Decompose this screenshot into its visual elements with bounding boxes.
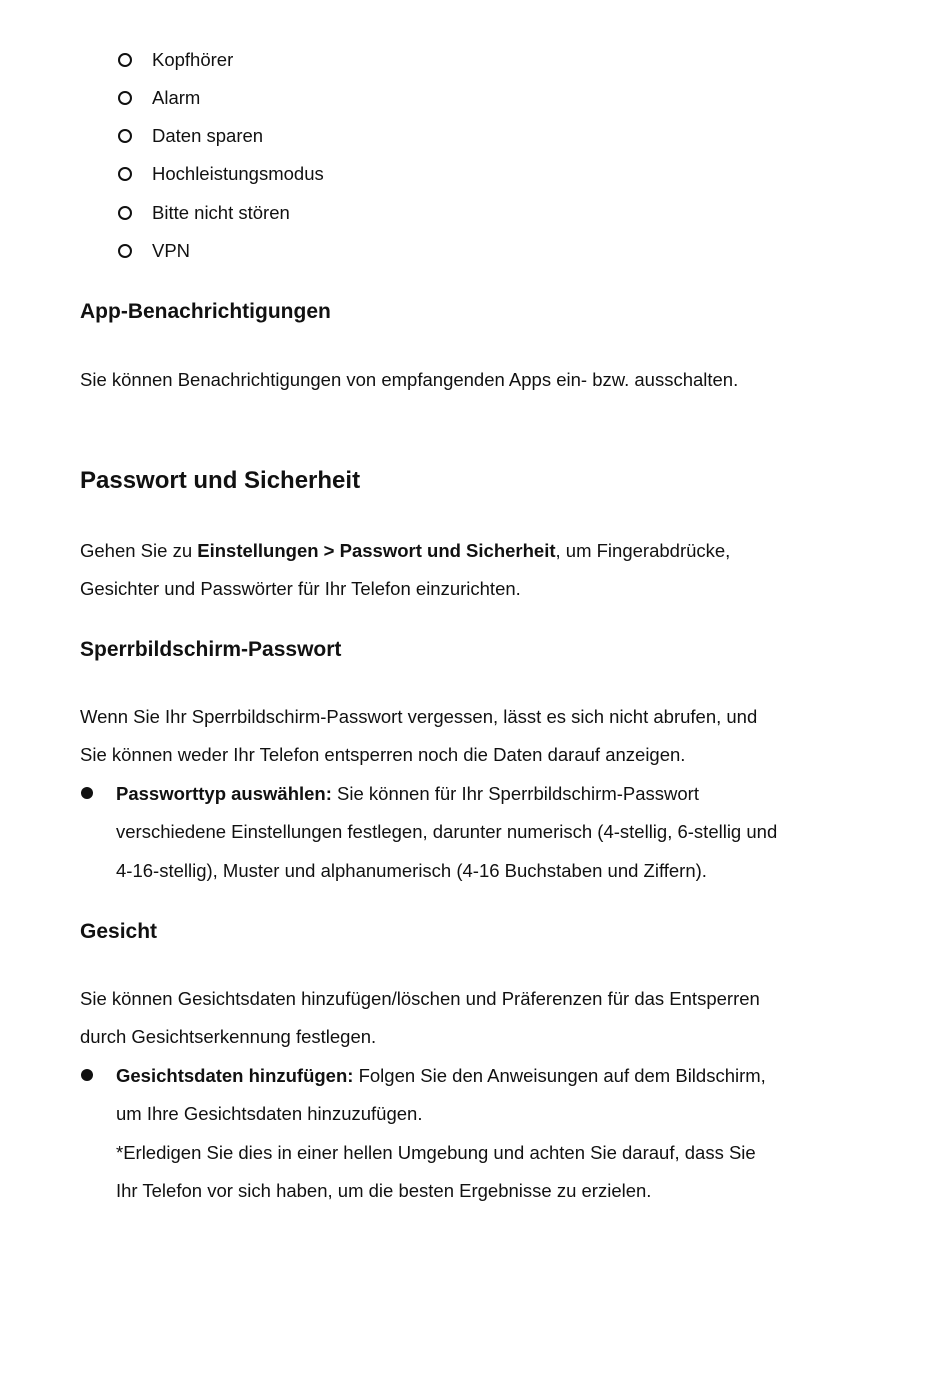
intro-suffix: , um Fingerabdrücke, [555, 540, 731, 561]
list-item: Hochleistungsmodus [152, 163, 324, 184]
list-item: Bitte nicht stören [152, 202, 290, 223]
bullet-dot-icon [81, 1069, 93, 1081]
circle-bullet-icon [118, 244, 132, 258]
circle-bullet-icon [118, 53, 132, 67]
circle-bullet-icon [118, 129, 132, 143]
face-bullet-line4: Ihr Telefon vor sich haben, um die besten Ergebnisse zu erzielen. [116, 1180, 652, 1201]
password-security-intro [80, 539, 730, 563]
section-heading-lockscreen: Sperrbildschirm-Passwort [80, 638, 342, 661]
bullet-text: Folgen Sie den Anweisungen auf dem Bildschirm, [353, 1065, 766, 1086]
list-item: Daten sparen [152, 125, 264, 146]
lockscreen-text-line1: Wenn Sie Ihr Sperrbildschirm-Passwort vergessen, lässt es sich nicht abrufen, und [80, 706, 758, 727]
bullet-title: Passworttyp auswählen: [116, 783, 332, 804]
lockscreen-bullet-line1 [116, 782, 699, 806]
face-text-line2: durch Gesichtserkennung festlegen. [80, 1026, 377, 1047]
face-bullet-line3: *Erledigen Sie dies in einer hellen Umgebung und achten Sie darauf, dass Sie [116, 1142, 756, 1163]
section-heading-password-security: Passwort und Sicherheit [80, 467, 361, 494]
app-notifications-text: Sie können Benachrichtigungen von empfangenden Apps ein- bzw. ausschalten. [80, 369, 739, 390]
password-security-intro-line2: Gesichter und Passwörter für Ihr Telefon einzurichten. [80, 578, 521, 599]
lockscreen-text-line2: Sie können weder Ihr Telefon entsperren noch die Daten darauf anzeigen. [80, 744, 686, 765]
intro-prefix: Gehen Sie zu [80, 540, 198, 561]
circle-bullet-icon [118, 167, 132, 181]
face-bullet-line2: um Ihre Gesichtsdaten hinzuzufügen. [116, 1103, 423, 1124]
section-heading-face: Gesicht [80, 920, 158, 943]
settings-path: Einstellungen > Passwort und Sicherheit [197, 540, 556, 561]
face-text-line1: Sie können Gesichtsdaten hinzufügen/löschen und Präferenzen für das Entsperren [80, 988, 760, 1009]
list-item: Kopfhörer [152, 49, 234, 70]
face-bullet-line1 [116, 1064, 766, 1088]
list-item: Alarm [152, 87, 201, 108]
circle-bullet-icon [118, 206, 132, 220]
circle-bullet-icon [118, 91, 132, 105]
bullet-title: Gesichtsdaten hinzufügen: [116, 1065, 354, 1086]
lockscreen-bullet-line3: 4-16-stellig), Muster und alphanumerisch (4-16 Buchstaben und Ziffern). [116, 860, 707, 881]
bullet-dot-icon [81, 787, 93, 799]
bullet-text: Sie können für Ihr Sperrbildschirm-Passwort [331, 783, 699, 804]
lockscreen-bullet-line2: verschiedene Einstellungen festlegen, darunter numerisch (4-stellig, 6-stellig und [116, 821, 778, 842]
section-heading-app-notifications: App-Benachrichtigungen [80, 300, 331, 323]
list-item: VPN [152, 240, 191, 261]
